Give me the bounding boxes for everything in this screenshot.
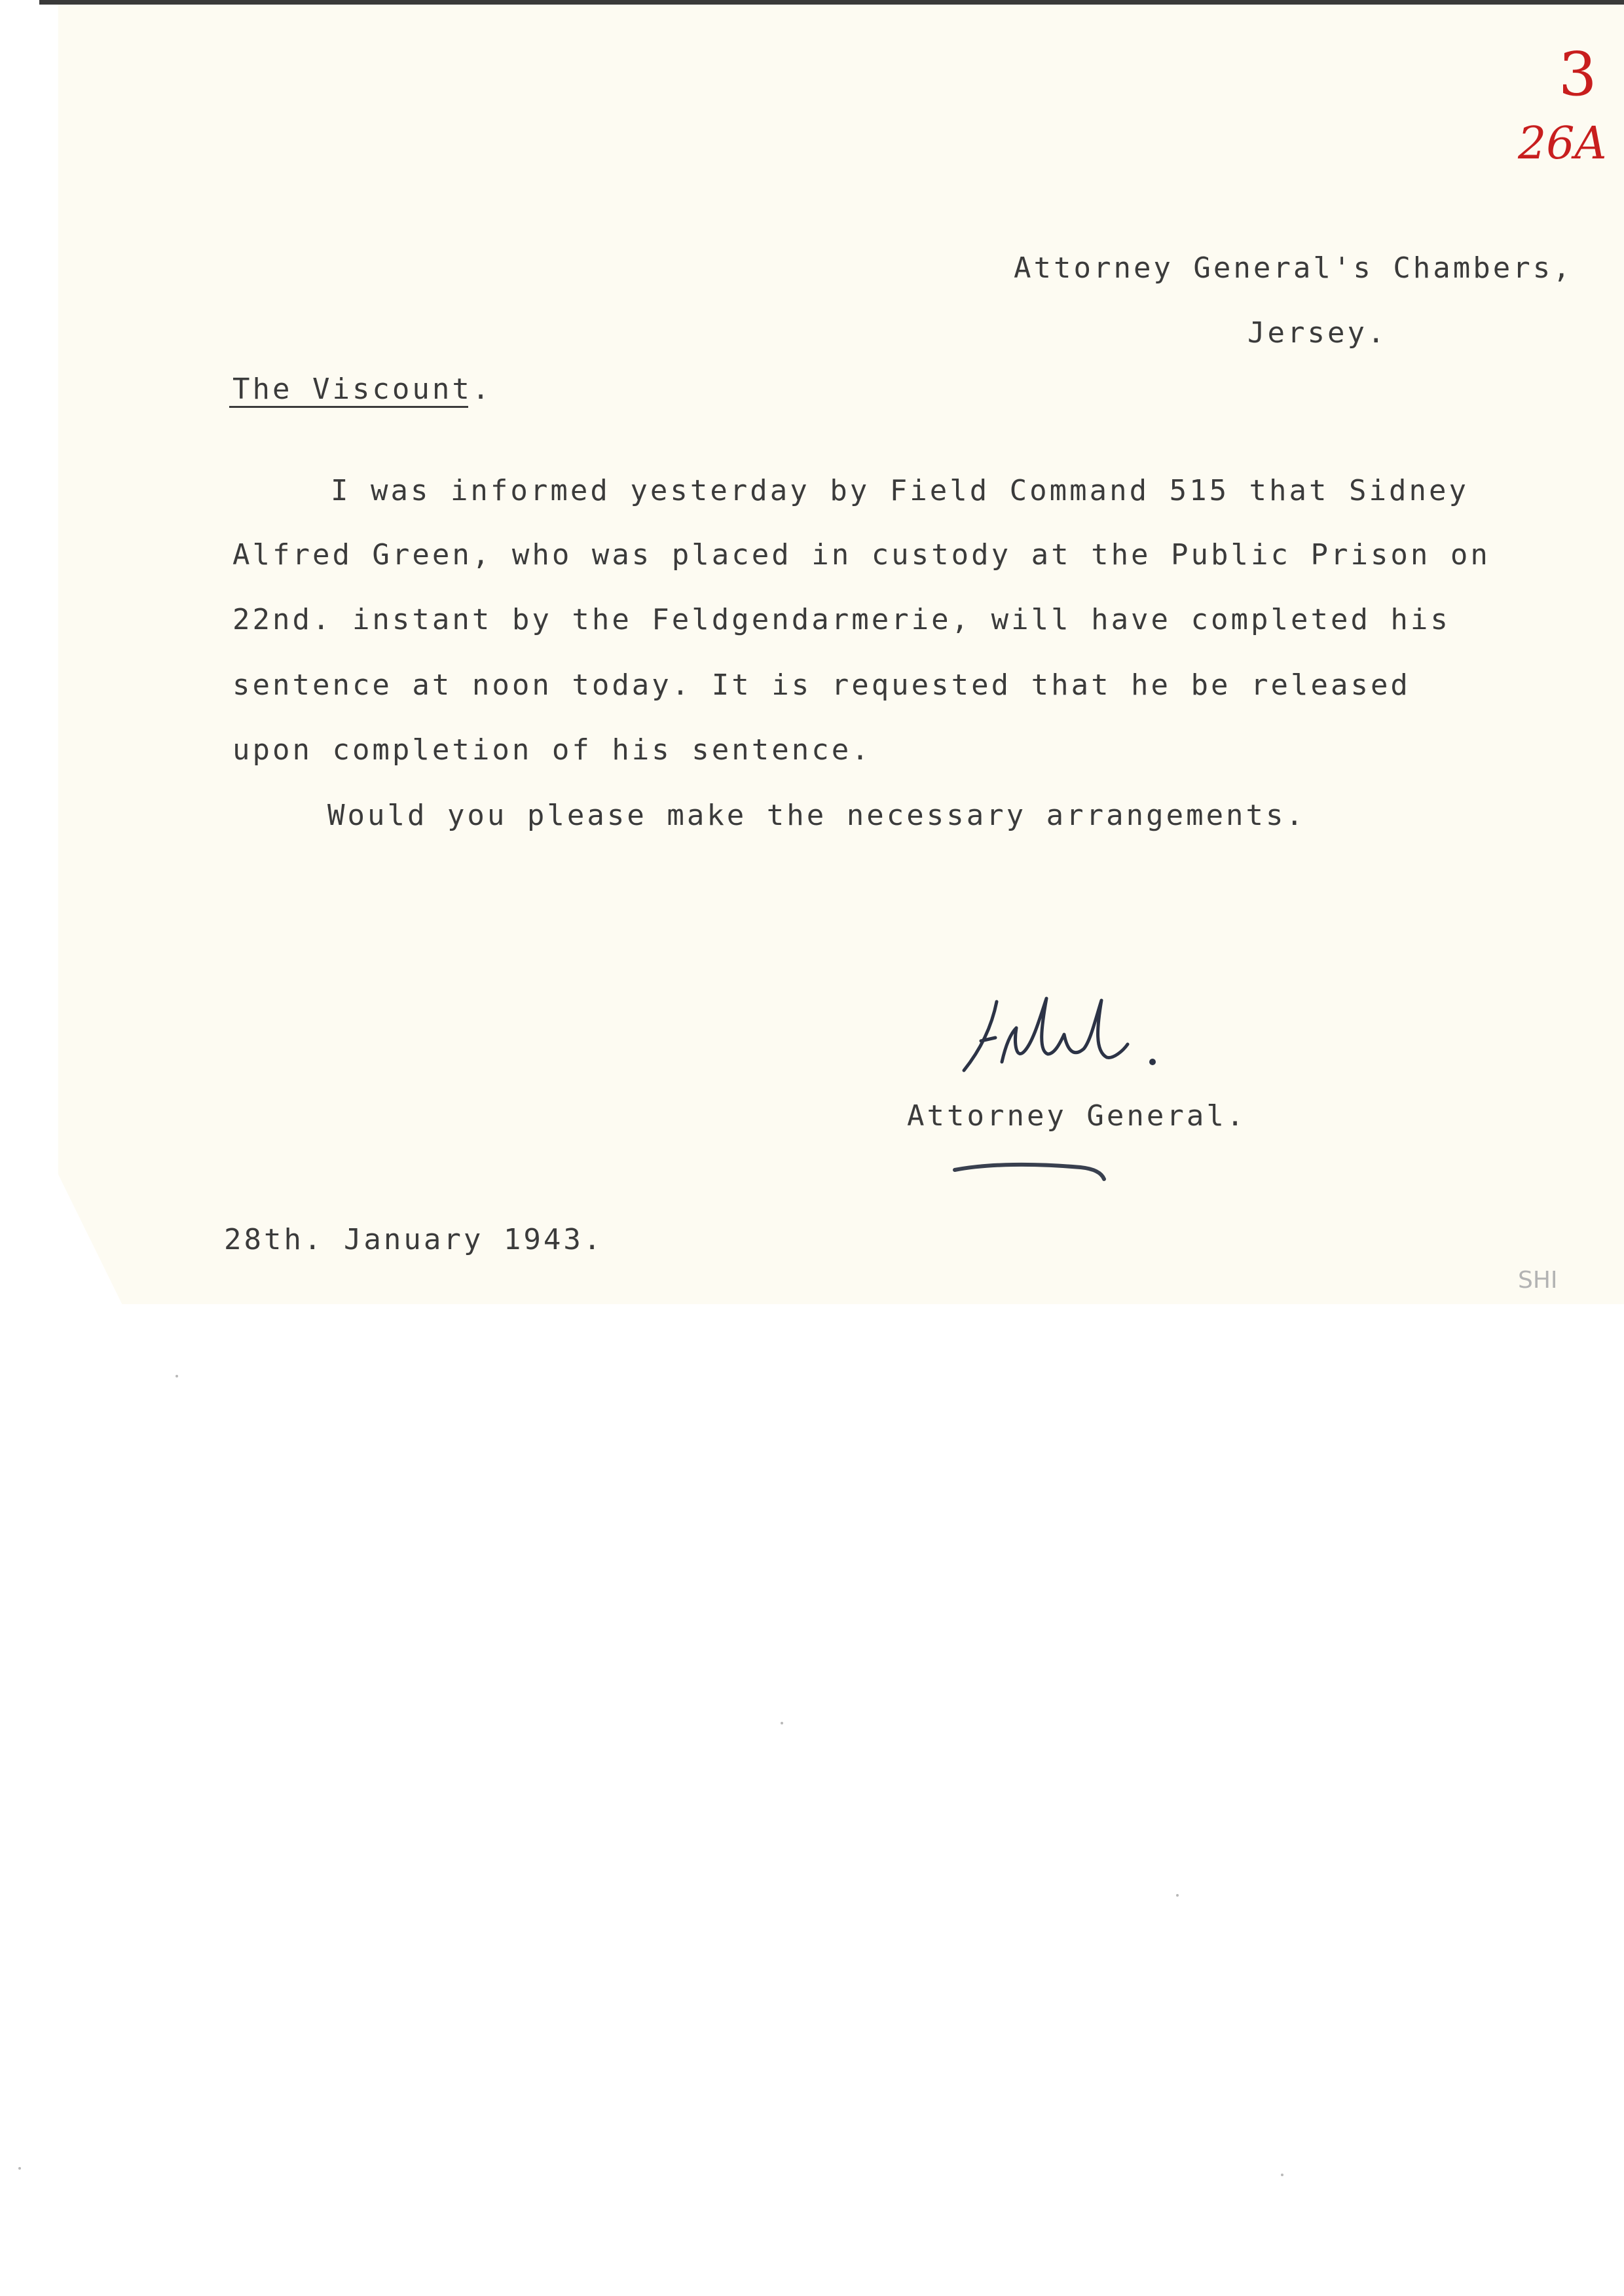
letter-date: 28th. January 1943. (224, 1223, 604, 1256)
item-mark: 26A (1518, 118, 1607, 170)
letter-sheet (26, 5, 1624, 1304)
scan-speck (1281, 2174, 1283, 2176)
pencil-note: SHI (1518, 1267, 1558, 1294)
addressee-underline (229, 406, 468, 408)
body-line: 22nd. instant by the Feldgendarmerie, will have completed his (232, 603, 1450, 636)
handwritten-signature (956, 989, 1179, 1093)
scan-speck (175, 1375, 178, 1377)
scan-speck (781, 1722, 783, 1724)
scan-edge (39, 0, 1624, 5)
body-line: upon completion of his sentence. (232, 733, 872, 767)
body-line: Would you please make the necessary arrangements. (327, 799, 1306, 832)
scan-speck (1176, 1894, 1179, 1897)
folio-mark: 3 (1559, 39, 1597, 109)
body-line: I was informed yesterday by Field Command 515 that Sidney (331, 474, 1469, 507)
ink-flourish (950, 1156, 1113, 1188)
letterhead-office: Attorney General's Chambers, (1014, 251, 1573, 285)
signatory-title: Attorney General. (907, 1099, 1247, 1133)
body-line: sentence at noon today. It is requested that he be released (232, 668, 1411, 702)
addressee: The Viscount. (232, 373, 492, 406)
letterhead-place: Jersey. (1247, 316, 1388, 350)
body-line: Alfred Green, who was placed in custody at the Public Prison on (232, 538, 1490, 572)
scan-speck (18, 2167, 21, 2170)
